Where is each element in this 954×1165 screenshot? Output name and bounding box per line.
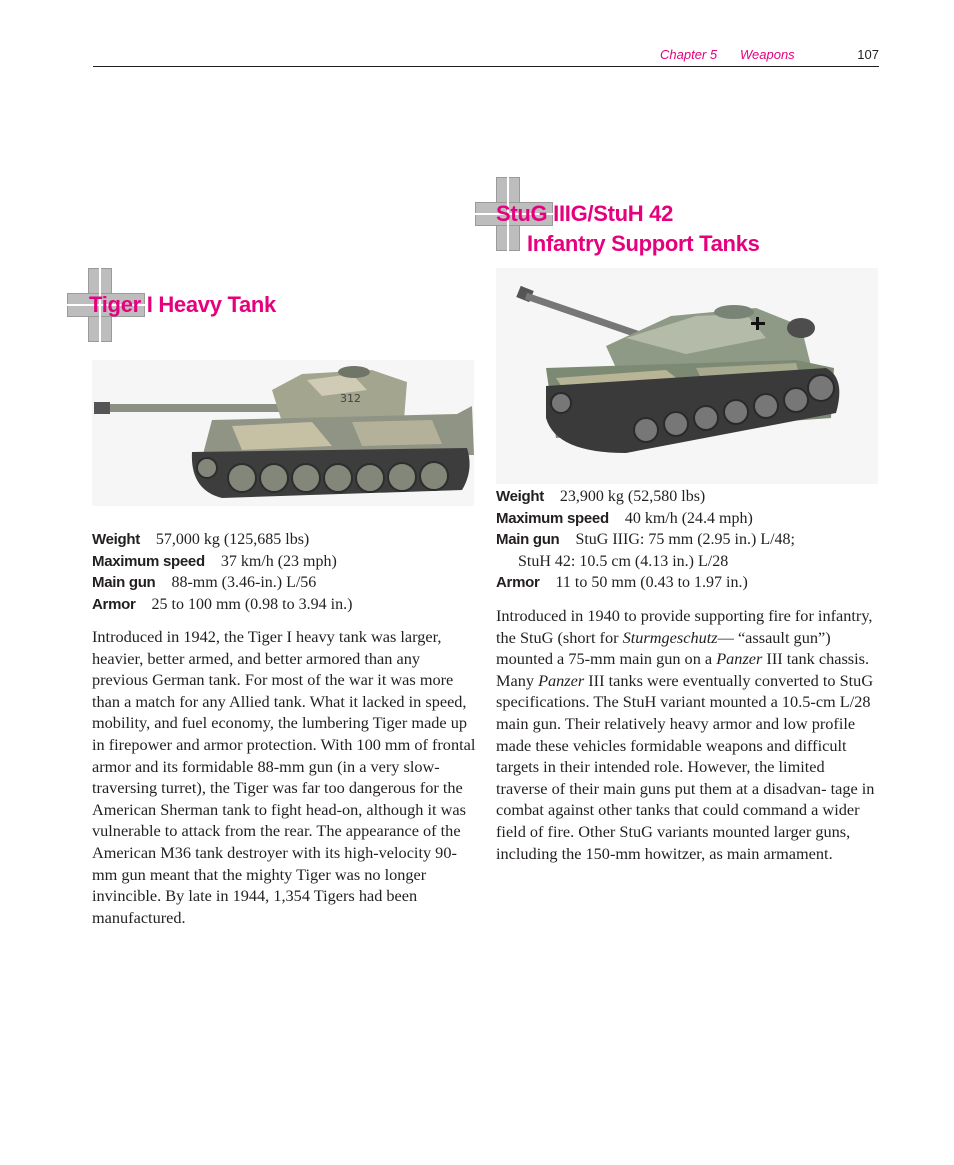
spec-key: Weight: [496, 488, 544, 505]
spec-key: Weight: [92, 531, 140, 548]
spec-value: StuG IIIG: 75 mm (2.95 in.) L/48;: [575, 531, 795, 548]
spec-key: Armor: [496, 574, 540, 591]
spec-key: Main gun: [496, 531, 560, 548]
body-segment: III tanks were eventually converted to StuG specifications. The StuH variant mounted a 10.5-cm L/28 main gun. Their relatively heavy armor and low profile made these vehicles formidable weapons and difficult targets in their intended role. However, the limited traverse of their main guns put them at a disadvan- tage in combat against other tanks that could command a wider field of fire. Other StuG variants mounted larger guns, including the 150-mm howitzer, as main armament.: [496, 670, 875, 863]
spec-row: [496, 486, 886, 508]
spec-row: [496, 508, 886, 530]
spec-key: Maximum speed: [92, 552, 205, 570]
spec-value: 23,900 kg (52,580 lbs): [559, 488, 706, 505]
spec-key: Main gun: [92, 574, 156, 591]
spec-value: 37 km/h (23 mph): [220, 552, 337, 570]
section-label: Weapons: [740, 47, 795, 62]
spec-row: [496, 572, 886, 594]
tiger-tank-photo: [92, 360, 474, 506]
stug-tank-photo: [496, 268, 878, 484]
stug-title-rest: IIIG/StuH 42: [547, 201, 674, 226]
spec-value: 25 to 100 mm (0.98 to 3.94 in.): [151, 595, 353, 613]
spec-value: 40 km/h (24.4 mph): [624, 509, 753, 527]
spec-row: [92, 572, 482, 594]
stug-title-highlight: StuG: [496, 201, 548, 226]
spec-row: [496, 529, 886, 551]
page-number: 107: [857, 47, 879, 62]
body-segment: — “assault gun”) mounted a 75-mm main gun on a: [496, 627, 831, 669]
spec-row: [92, 551, 482, 573]
spec-row: [92, 529, 482, 551]
tiger-title-highlight: Tiger: [89, 292, 141, 317]
body-italic: Sturmgeschutz: [622, 627, 718, 647]
spec-value: 57,000 kg (125,685 lbs): [155, 531, 310, 548]
spec-value: 88-mm (3.46-in.) L/56: [171, 574, 317, 591]
body-segment: Introduced in 1940 to provide supporting fire for infantry, the StuG (short for: [496, 606, 873, 647]
running-header: [93, 44, 879, 67]
spec-continuation: StuH 42: 10.5 cm (4.13 in.) L/28: [518, 552, 729, 570]
body-italic: Panzer: [716, 649, 763, 669]
stug-specs: [496, 486, 886, 594]
spec-key: Armor: [92, 595, 136, 613]
tiger-section-title: [89, 290, 276, 320]
spec-value: 11 to 50 mm (0.43 to 1.97 in.): [555, 574, 748, 591]
stug-section-title: [496, 199, 760, 259]
stug-title-line2: Infantry Support Tanks: [527, 231, 760, 256]
tiger-title-rest: I Heavy Tank: [140, 292, 276, 317]
body-italic: Panzer: [538, 670, 585, 690]
tiger-body-text: Introduced in 1942, the Tiger I heavy tank was larger, heavier, better armed, and better armored than any previous German tank. For most of the war it was more than a match for any Allied tank. What it lacked in speed, mobility, and fuel economy, the lumbering Tiger made up in firepower and armor protection. With 100 mm of frontal armor and its formidable 88-mm gun (in a very slow-traversing turret), the Tiger was far too dangerous for the American Sherman tank to fight head-on, although it was vulnerable to attack from the rear. The appearance of the American M36 tank destroyer with its high-velocity 90-mm gun meant that the mighty Tiger was no longer invincible. By late in 1944, 1,354 Tigers had been manufactured.: [92, 627, 476, 927]
turret-number: 312: [340, 392, 361, 405]
tiger-specs: [92, 529, 482, 615]
chapter-label: Chapter 5: [660, 47, 718, 62]
body-segment: III tank chassis. Many: [496, 649, 870, 690]
stug-body-text: [496, 605, 880, 864]
spec-key: Maximum speed: [496, 509, 609, 527]
spec-row: [92, 594, 482, 616]
